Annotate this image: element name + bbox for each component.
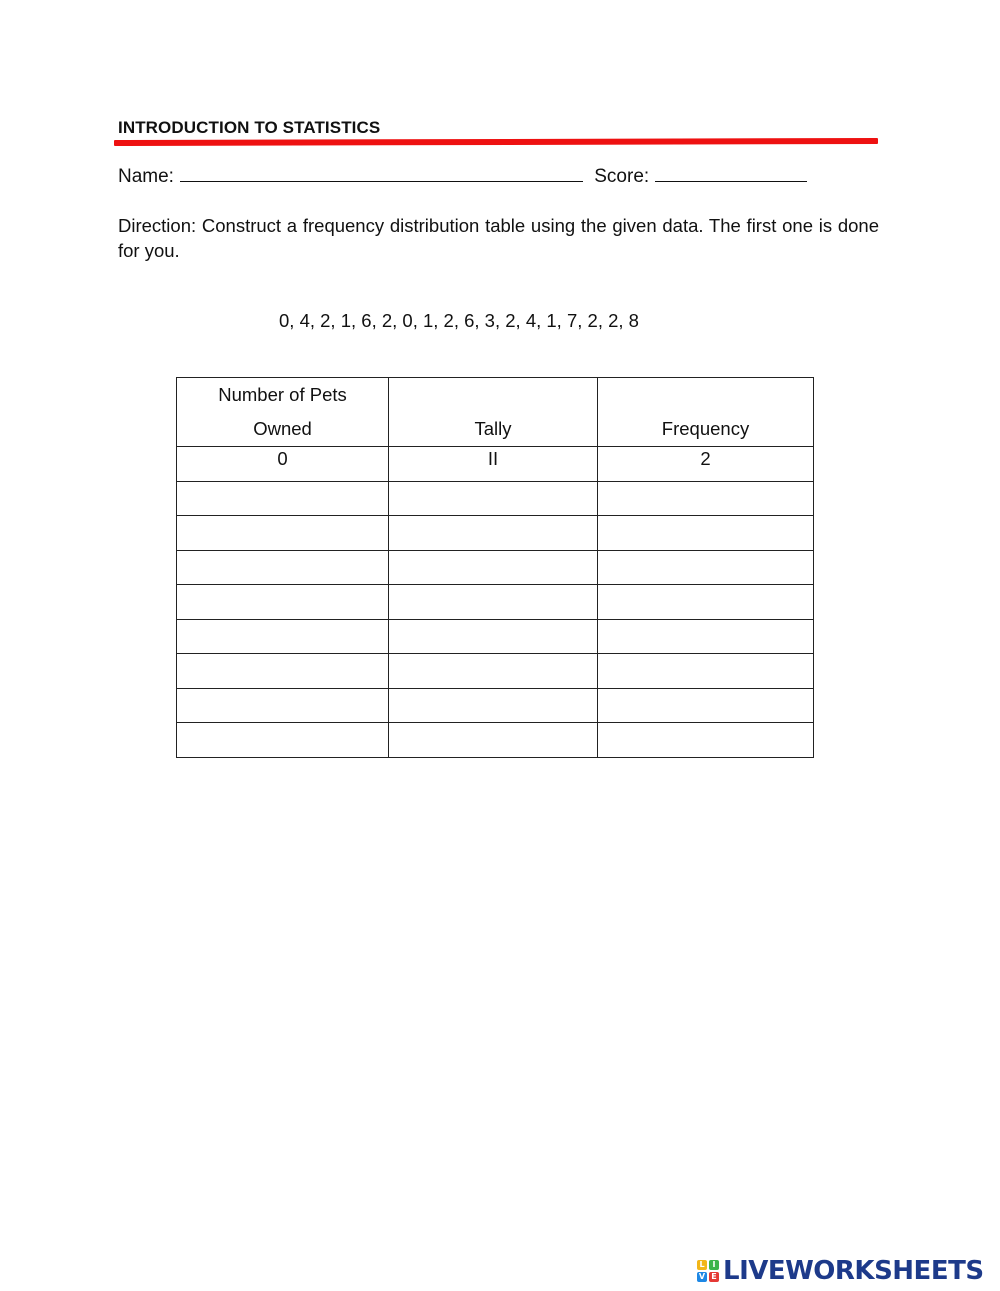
table-row: [177, 619, 814, 654]
cell-frequency[interactable]: [598, 516, 814, 551]
cell-tally[interactable]: [389, 619, 598, 654]
frequency-table: [176, 377, 814, 758]
header-tally-label: Tally: [474, 418, 512, 439]
liveworksheets-logo-mark-icon: [697, 1260, 719, 1282]
header-frequency-label: Frequency: [661, 418, 750, 439]
table-row: [177, 688, 814, 723]
cell-tally[interactable]: [389, 481, 598, 516]
table-row: [177, 585, 814, 620]
cell-pets: 0: [177, 447, 389, 482]
header-pets-line1: Number of Pets: [218, 384, 347, 405]
table-header-row: [177, 378, 814, 447]
table-row: [177, 516, 814, 551]
name-score-line: [118, 165, 807, 188]
cell-pets[interactable]: [177, 516, 389, 551]
cell-tally[interactable]: [389, 723, 598, 758]
title-divider: [114, 138, 878, 146]
table-row: [177, 654, 814, 689]
cell-pets[interactable]: [177, 723, 389, 758]
header-pets-line2: Owned: [253, 418, 312, 439]
logo-text: LIVEWORKSHEETS: [723, 1256, 984, 1286]
cell-frequency[interactable]: [598, 481, 814, 516]
given-data: 0, 4, 2, 1, 6, 2, 0, 1, 2, 6, 3, 2, 4, 1, 7, 2, 2, 8: [279, 310, 639, 331]
cell-tally[interactable]: [389, 585, 598, 620]
name-label: Name:: [118, 166, 174, 187]
logo-mark-tile: I: [709, 1260, 719, 1270]
cell-tally[interactable]: [389, 654, 598, 689]
cell-pets[interactable]: [177, 481, 389, 516]
score-label: Score:: [594, 166, 650, 187]
score-field[interactable]: [655, 165, 807, 182]
cell-frequency[interactable]: [598, 723, 814, 758]
cell-pets[interactable]: [177, 619, 389, 654]
logo-mark-tile: E: [709, 1272, 719, 1282]
cell-pets[interactable]: [177, 585, 389, 620]
cell-frequency[interactable]: [598, 619, 814, 654]
logo-mark-tile: L: [697, 1260, 707, 1270]
table-row: [177, 550, 814, 585]
table-row: [177, 447, 814, 482]
cell-pets[interactable]: [177, 654, 389, 689]
header-pets-owned: [177, 378, 389, 447]
header-frequency: [598, 378, 814, 447]
worksheet-title: INTRODUCTION TO STATISTICS: [118, 118, 381, 137]
header-tally: [389, 378, 598, 447]
liveworksheets-logo: [697, 1255, 984, 1287]
cell-frequency[interactable]: [598, 654, 814, 689]
cell-pets[interactable]: [177, 550, 389, 585]
cell-tally[interactable]: [389, 550, 598, 585]
cell-frequency: 2: [598, 447, 814, 482]
name-field[interactable]: [180, 165, 583, 182]
cell-frequency[interactable]: [598, 688, 814, 723]
table-row: [177, 723, 814, 758]
cell-frequency[interactable]: [598, 585, 814, 620]
cell-pets[interactable]: [177, 688, 389, 723]
table-row: [177, 481, 814, 516]
logo-mark-tile: V: [698, 1272, 706, 1281]
cell-tally: II: [389, 447, 598, 482]
cell-tally[interactable]: [389, 516, 598, 551]
direction-text: Direction: Construct a frequency distribution table using the given data. The first one is done for you.: [118, 215, 879, 261]
cell-tally[interactable]: [389, 688, 598, 723]
cell-frequency[interactable]: [598, 550, 814, 585]
